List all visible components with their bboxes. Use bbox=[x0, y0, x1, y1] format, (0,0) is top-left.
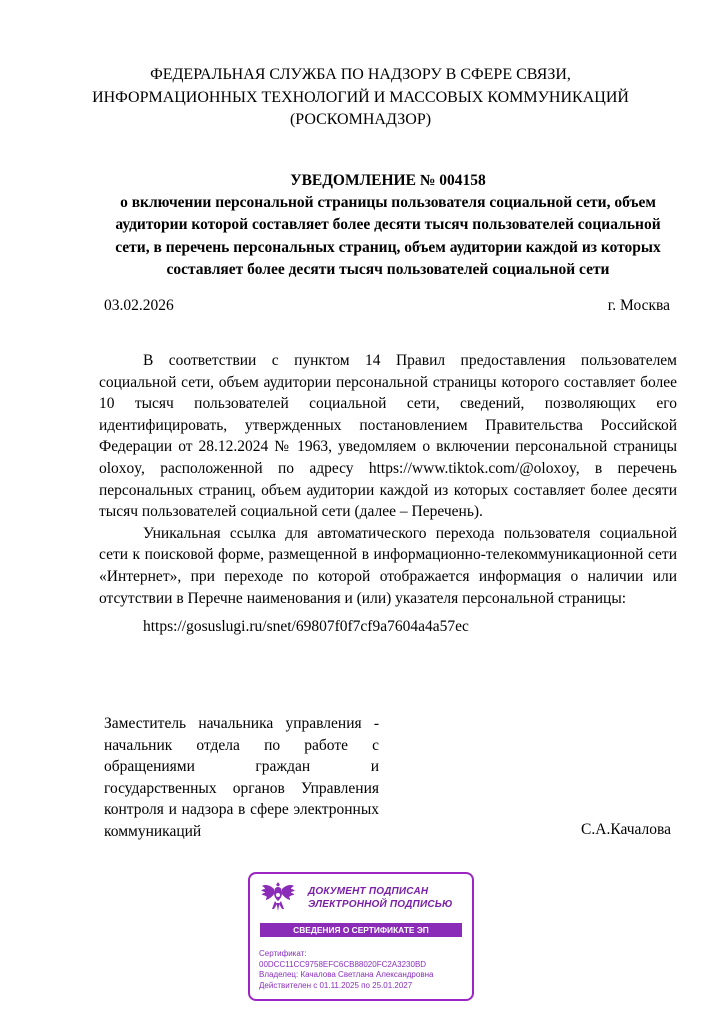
body-paragraph-2: Уникальная ссылка для автоматического перехода пользователя социальной сети к поисковой форме, размещенной в информационно-телекоммуникационной сети «Интернет», при переходе по которой отображается информация о наличии или отсутствии в Перечне наименования и (или) указателя персональной страницы: bbox=[99, 524, 677, 607]
double-headed-eagle-icon bbox=[260, 879, 296, 915]
certificate-details bbox=[259, 949, 433, 991]
stamp-title bbox=[308, 886, 453, 911]
agency-header bbox=[60, 64, 661, 132]
notice-heading bbox=[98, 170, 678, 281]
signer-position: Заместитель начальника управления - начальник отдела по работе с обращениями граждан и государственных органов Управления контроля и надзора в сфере электронных коммуникаций bbox=[104, 715, 379, 840]
agency-name-line-3: (РОСКОМНАДЗОР) bbox=[289, 111, 432, 128]
notice-title: УВЕДОМЛЕНИЕ № 004158 bbox=[290, 172, 486, 189]
notice-body bbox=[99, 350, 677, 638]
agency-name-line-2: ИНФОРМАЦИОННЫХ ТЕХНОЛОГИЙ И МАССОВЫХ КОММУНИКАЦИЙ bbox=[92, 88, 629, 106]
document-city: г. Москва bbox=[607, 297, 670, 314]
certificate-info-header: СВЕДЕНИЯ О СЕРТИФИКАТЕ ЭП bbox=[260, 923, 462, 937]
signer-name: С.А.Качалова bbox=[581, 821, 671, 838]
certificate-number: 00DCC11CC9758EFC6CB88020FC2A3230BD bbox=[259, 959, 427, 969]
gosuslugi-link[interactable]: https://gosuslugi.ru/snet/69807f0f7cf9a7604a4a57ec bbox=[143, 618, 469, 636]
certificate-validity: Действителен с 01.11.2025 по 25.01.2027 bbox=[259, 980, 413, 990]
notice-subtitle: о включении персональной страницы пользователя социальной сети, объем аудитории которой составляет более десяти тысяч пользователей социальной сети, в перечень персональных страниц, объем аудитории каждой из которых составляет более десяти тысяч пользователей социальной сети bbox=[115, 194, 661, 278]
electronic-signature-stamp bbox=[248, 872, 474, 1001]
body-paragraph-1: В соответствии с пунктом 14 Правил предоставления пользователем социальной сети, объем аудитории персональной страницы которого составляет более 10 тысяч пользователей социальной сети, сведений, позволяющих его идентифицировать, утвержденных постановлением Правительства Российской Федерации от 28.12.2024 № 1963, уведомляем о включении персональной страницы oloxoy, расположенной по адресу https://www.tiktok.com/@oloxoy, в перечень персональных страниц, объем аудитории каждой из которых составляет более десяти тысяч пользователей социальной сети (далее – Перечень). bbox=[99, 352, 677, 521]
certificate-label: Сертификат: bbox=[259, 949, 307, 958]
stamp-title-line-2: ЭЛЕКТРОННОЙ ПОДПИСЬЮ bbox=[308, 898, 453, 910]
certificate-owner: Владелец: Качалова Светлана Александровна bbox=[259, 970, 434, 979]
stamp-title-line-1: ДОКУМЕНТ ПОДПИСАН bbox=[308, 886, 429, 897]
document-date: 03.02.2026 bbox=[104, 297, 174, 314]
agency-name-line-1: ФЕДЕРАЛЬНАЯ СЛУЖБА ПО НАДЗОРУ В СФЕРЕ СВЯЗИ, bbox=[150, 66, 571, 83]
